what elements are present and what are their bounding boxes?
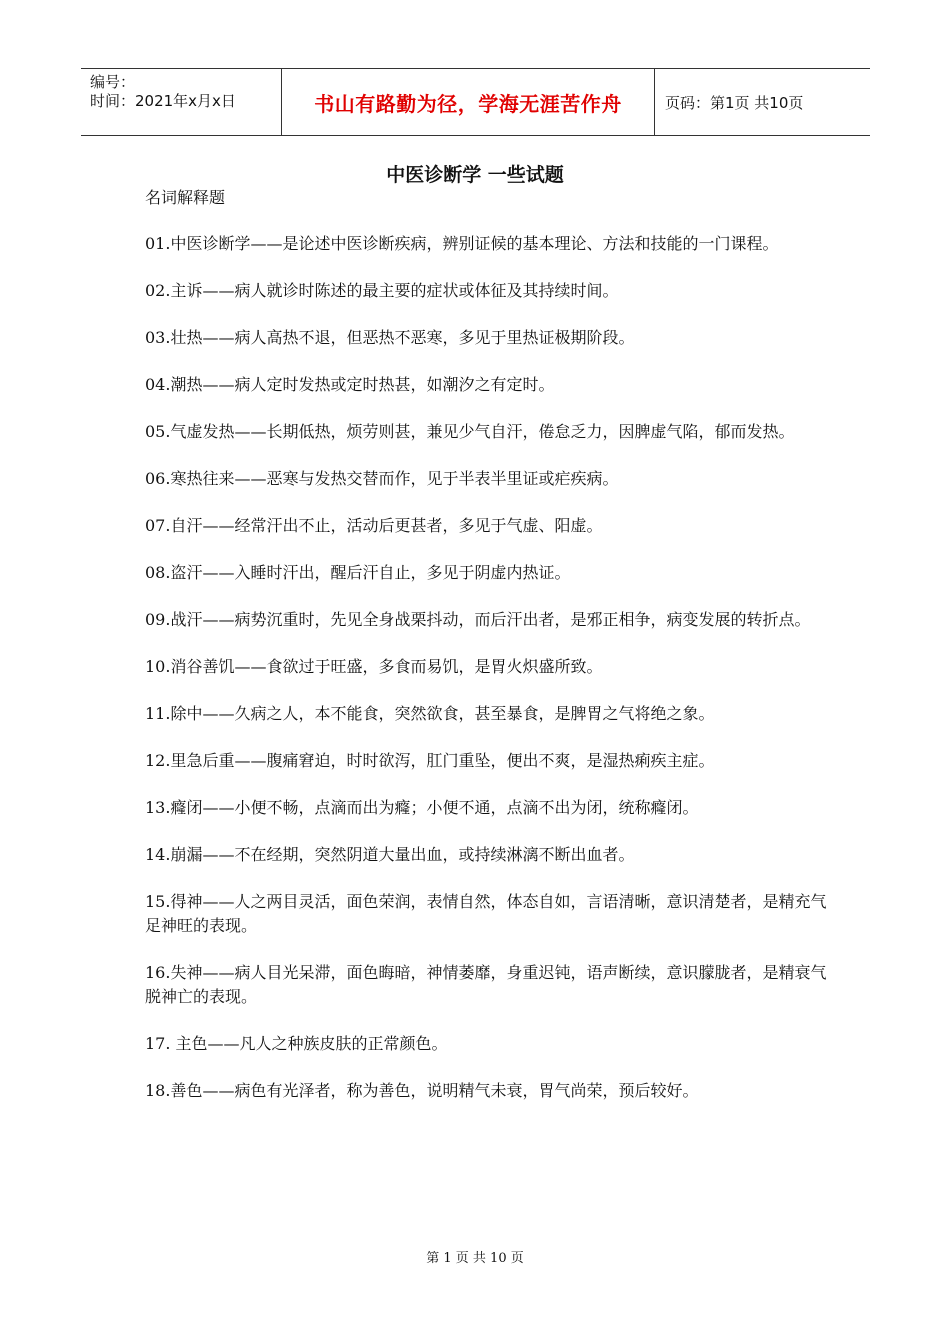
header-meta-cell — [81, 69, 282, 135]
definition-item: 16.失神——病人目光呆滞，面色晦暗，神情萎靡，身重迟钝，语声断续，意识朦胧者，是精衰气脱神亡的表现。 — [145, 963, 827, 1006]
header-page-info: 页码：第1页 共10页 — [665, 93, 804, 112]
definition-item: 17. 主色——凡人之种族皮肤的正常颜色。 — [145, 1034, 448, 1053]
definition-item: 05.气虚发热——长期低热，烦劳则甚，兼见少气自汗，倦怠乏力，因脾虚气陷，郁而发热。 — [145, 422, 795, 441]
definition-item: 04.潮热——病人定时发热或定时热甚，如潮汐之有定时。 — [145, 375, 555, 394]
document-title: 中医诊断学 一些试题 — [386, 164, 564, 186]
definition-item: 12.里急后重——腹痛窘迫，时时欲泻，肛门重坠，便出不爽，是湿热痢疾主症。 — [145, 751, 715, 770]
section-label: 名词解释题 — [145, 188, 226, 207]
page-header — [81, 68, 870, 136]
definition-item: 01.中医诊断学——是论述中医诊断疾病，辨别证候的基本理论、方法和技能的一门课程。 — [145, 234, 779, 253]
definition-item: 03.壮热——病人高热不退，但恶热不恶寒，多见于里热证极期阶段。 — [145, 328, 635, 347]
header-motto-cell — [282, 69, 655, 135]
definition-list — [145, 232, 835, 1126]
definition-item: 13.癃闭——小便不畅，点滴而出为癃；小便不通，点滴不出为闭，统称癃闭。 — [145, 798, 699, 817]
definition-item: 02.主诉——病人就诊时陈述的最主要的症状或体征及其持续时间。 — [145, 281, 619, 300]
header-time-label: 时间：2021年x月x日 — [90, 92, 236, 110]
definition-item: 15.得神——人之两目灵活，面色荣润，表情自然，体态自如，言语清晰，意识清楚者，是精充气足神旺的表现。 — [145, 892, 827, 935]
header-page-cell — [655, 69, 870, 135]
definition-item: 11.除中——久病之人，本不能食，突然欲食，甚至暴食，是脾胃之气将绝之象。 — [145, 704, 715, 723]
definition-item: 08.盗汗——入睡时汗出，醒后汗自止，多见于阴虚内热证。 — [145, 563, 571, 582]
definition-item: 18.善色——病色有光泽者，称为善色，说明精气未衰，胃气尚荣，预后较好。 — [145, 1081, 699, 1100]
header-number-label: 编号： — [90, 73, 136, 91]
page-footer: 第 1 页 共 10 页 — [426, 1251, 524, 1266]
definition-item: 09.战汗——病势沉重时，先见全身战栗抖动，而后汗出者，是邪正相争，病变发展的转折点。 — [145, 610, 811, 629]
header-motto: 书山有路勤为径，学海无涯苦作舟 — [314, 91, 622, 116]
definition-item: 07.自汗——经常汗出不止，活动后更甚者，多见于气虚、阳虚。 — [145, 516, 603, 535]
definition-item: 10.消谷善饥——食欲过于旺盛，多食而易饥，是胃火炽盛所致。 — [145, 657, 603, 676]
definition-item: 06.寒热往来——恶寒与发热交替而作，见于半表半里证或疟疾病。 — [145, 469, 619, 488]
definition-item: 14.崩漏——不在经期，突然阴道大量出血，或持续淋漓不断出血者。 — [145, 845, 635, 864]
